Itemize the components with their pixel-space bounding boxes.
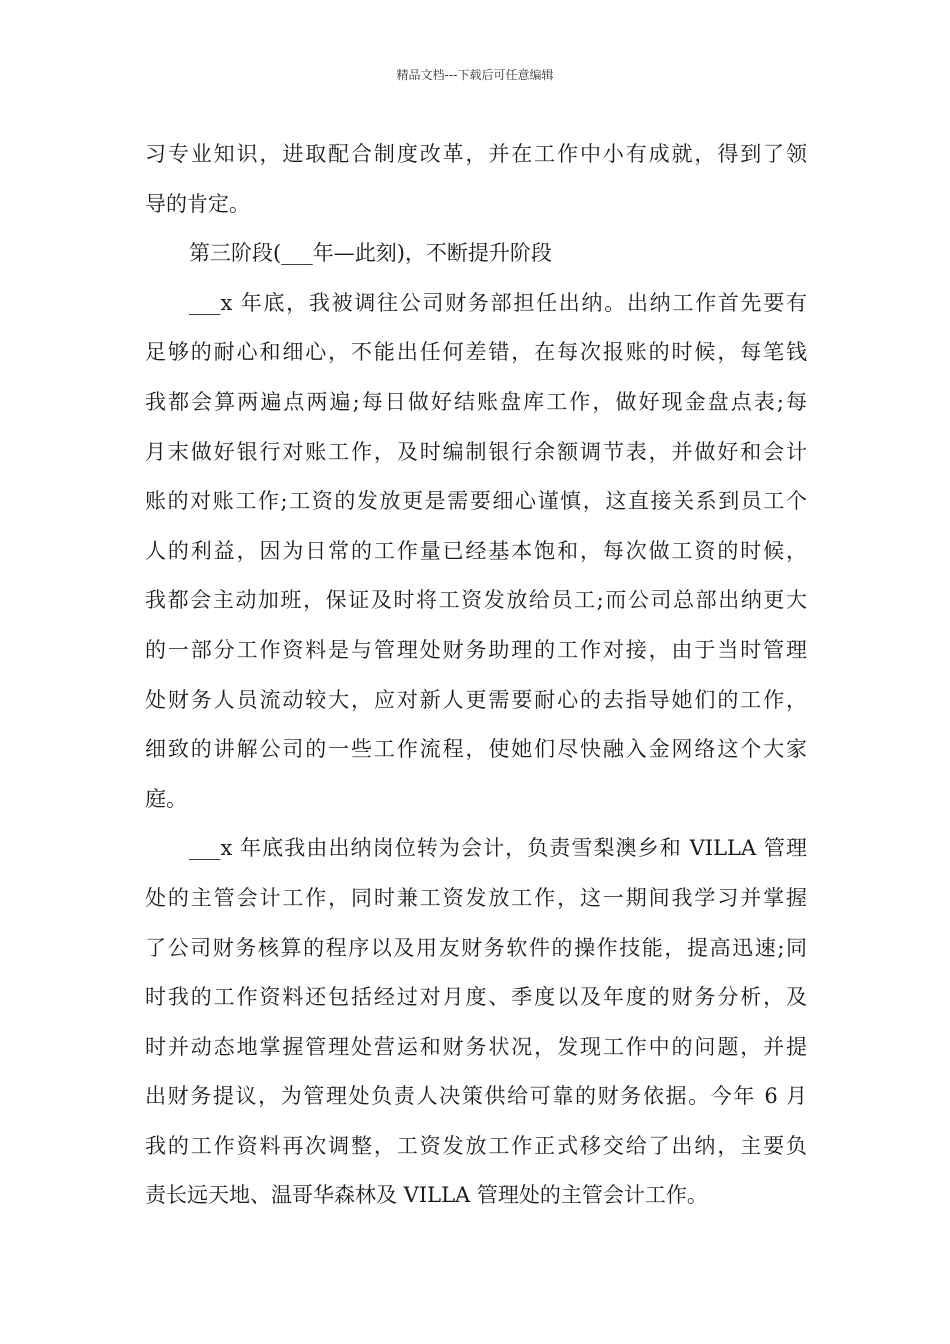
text-line: 第三阶段(___年—此刻)，不断提升阶段 [189,241,552,266]
text-line: 时我的工作资料还包括经过对月度、季度以及年度的财务分析，及 [145,985,807,1010]
text-line: 细致的讲解公司的一些工作流程，使她们尽快融入金网络这个大家 [145,737,807,762]
text-line: 账的对账工作;工资的发放更是需要细心谨慎，这直接关系到员工个 [145,489,807,514]
document-body [145,130,807,1221]
text-line: 的一部分工作资料是与管理处财务助理的工作对接，由于当时管理 [145,637,807,662]
text-line: 出财务提议，为管理处负责人决策供给可靠的财务依据。今年 6 月 [145,1084,807,1109]
text-line: 足够的耐心和细心，不能出任何差错，在每次报账的时候，每笔钱 [145,340,807,365]
text-line: 我的工作资料再次调整，工资发放工作正式移交给了出纳，主要负 [145,1133,807,1158]
text-line: 我都会主动加班，保证及时将工资发放给员工;而公司总部出纳更大 [145,588,807,613]
text-line: 我都会算两遍点两遍;每日做好结账盘库工作，做好现金盘点表;每 [145,389,807,414]
text-line: 时并动态地掌握管理处营运和财务状况，发现工作中的问题，并提 [145,1034,807,1059]
text-line: 导的肯定。 [145,191,250,216]
text-line: 月末做好银行对账工作，及时编制银行余额调节表，并做好和会计 [145,439,807,464]
text-line: 习专业知识，进取配合制度改革，并在工作中小有成就，得到了领 [145,142,807,166]
text-line: ___x 年底，我被调往公司财务部担任出纳。出纳工作首先要有 [189,290,807,315]
text-line: 了公司财务核算的程序以及用友财务软件的操作技能，提高迅速;同 [145,935,807,960]
text-line: 责长远天地、温哥华森林及 VILLA 管理处的主管会计工作。 [145,1183,708,1208]
paragraph-lines [145,130,807,1221]
text-line: ___x 年底我由出纳岗位转为会计，负责雪梨澳乡和 VILLA 管理 [189,836,807,861]
text-line: 庭。 [145,786,187,811]
text-line: 处的主管会计工作，同时兼工资发放工作，这一期间我学习并掌握 [145,885,807,910]
page-header: 精品文档---下载后可任意编辑 [396,68,554,82]
text-line: 处财务人员流动较大，应对新人更需要耐心的去指导她们的工作， [145,687,807,712]
text-line: 人的利益，因为日常的工作量已经基本饱和，每次做工资的时候， [145,538,807,563]
